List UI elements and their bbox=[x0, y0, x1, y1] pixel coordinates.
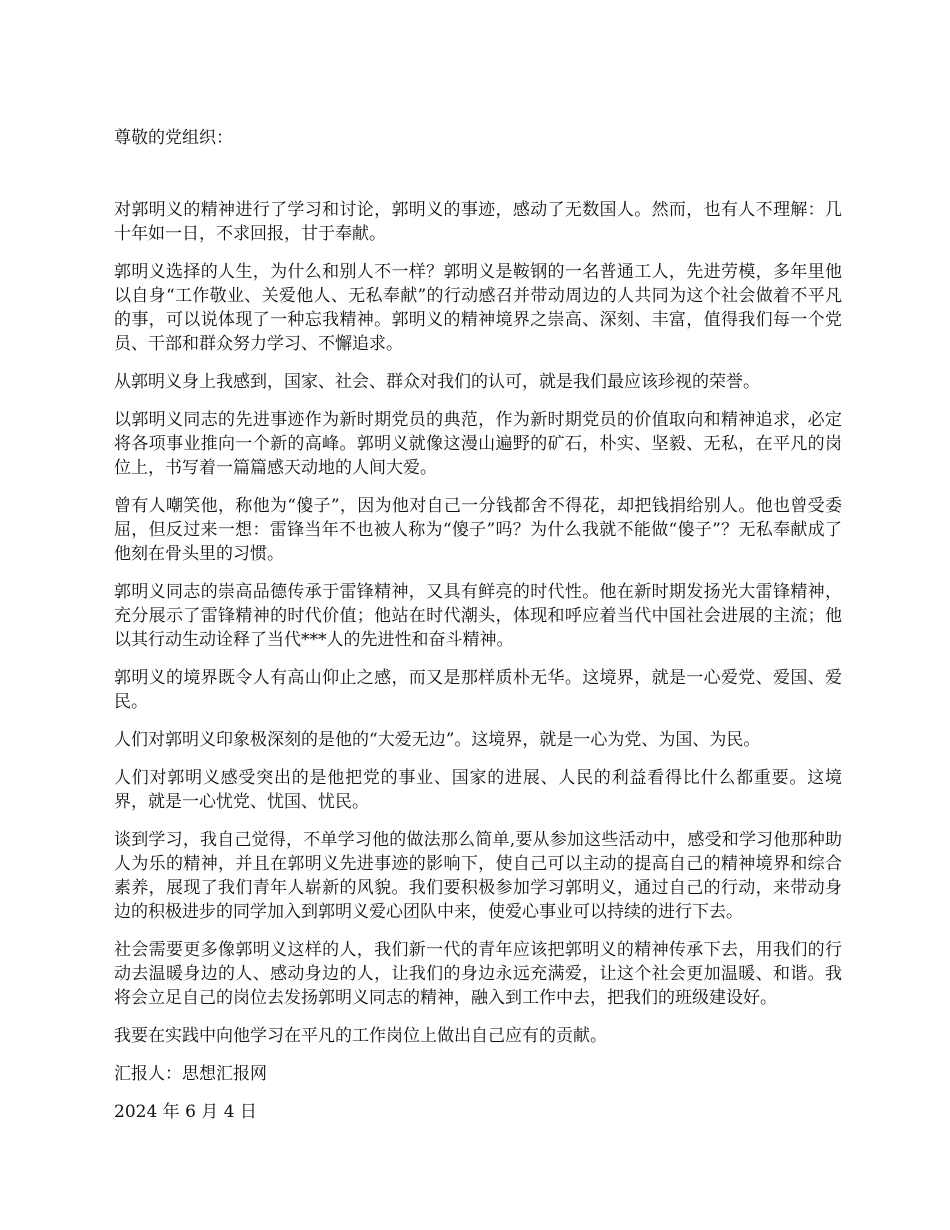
date-line: 2024 年 6 月 4 日 bbox=[114, 1102, 257, 1122]
paragraph-6: 郭明义同志的崇高品德传承于雷锋精神，又具有鲜亮的时代性。他在新时期发扬光大雷锋精神，充分展示了雷锋精神的时代价值；他站在时代潮头，体现和呼应着当代中国社会进展的主流；他以其行动生动诠释了当代***人的先进性和奋斗精神。 bbox=[114, 582, 842, 650]
paragraph-1: 对郭明义的精神进行了学习和讨论，郭明义的事迹，感动了无数国人。然而，也有人不理解：几十年如一日，不求回报，甘于奉献。 bbox=[114, 200, 842, 244]
paragraph-2: 郭明义选择的人生，为什么和别人不一样？郭明义是鞍钢的一名普通工人，先进劳模，多年里他以自身“工作敬业、关爱他人、无私奉献”的行动感召并带动周边的人共同为这个社会做着不平凡的事，可以说体现了一种忘我精神。郭明义的精神境界之崇高、深刻、丰富，值得我们每一个党员、干部和群众努力学习、不懈追求。 bbox=[114, 262, 842, 354]
paragraph-5: 曾有人嘲笑他，称他为“傻子”，因为他对自己一分钱都舍不得花，却把钱捐给别人。他也曾受委屈，但反过来一想：雷锋当年不也被人称为“傻子”吗？为什么我就不能做“傻子”？无私奉献成了他刻在骨头里的习惯。 bbox=[114, 496, 842, 564]
reporter-line: 汇报人：思想汇报网 bbox=[114, 1064, 267, 1084]
paragraph-9: 人们对郭明义感受突出的是他把党的事业、国家的进展、人民的利益看得比什么都重要。这境界，就是一心忧党、忧国、忧民。 bbox=[114, 768, 842, 812]
paragraph-10: 谈到学习，我自己觉得，不单学习他的做法那么简单,要从参加这些活动中，感受和学习他那种助人为乐的精神，并且在郭明义先进事迹的影响下，使自己可以主动的提高自己的精神境界和综合素养，展现了我们青年人崭新的风貌。我们要积极参加学习郭明义，通过自己的行动，来带动身边的积极进步的同学加入到郭明义爱心团队中来，使爱心事业可以持续的进行下去。 bbox=[114, 830, 842, 922]
paragraph-3: 从郭明义身上我感到，国家、社会、群众对我们的认可，就是我们最应该珍视的荣誉。 bbox=[114, 372, 760, 392]
paragraph-11: 社会需要更多像郭明义这样的人，我们新一代的青年应该把郭明义的精神传承下去，用我们的行动去温暖身边的人、感动身边的人，让我们的身边永远充满爱，让这个社会更加温暖、和谐。我将会立足自己的岗位去发扬郭明义同志的精神，融入到工作中去，把我们的班级建设好。 bbox=[114, 940, 842, 1008]
paragraph-4: 以郭明义同志的先进事迹作为新时期党员的典范，作为新时期党员的价值取向和精神追求，必定将各项事业推向一个新的高峰。郭明义就像这漫山遍野的矿石，朴实、坚毅、无私，在平凡的岗位上，书写着一篇篇感天动地的人间大爱。 bbox=[114, 410, 842, 478]
document-body bbox=[114, 198, 842, 1138]
paragraph-7: 郭明义的境界既令人有高山仰止之感，而又是那样质朴无华。这境界，就是一心爱党、爱国、爱民。 bbox=[114, 668, 842, 712]
paragraph-8: 人们对郭明义印象极深刻的是他的“大爱无边”。这境界，就是一心为党、为国、为民。 bbox=[114, 730, 761, 750]
salutation: 尊敬的党组织： bbox=[114, 128, 233, 148]
paragraph-12: 我要在实践中向他学习在平凡的工作岗位上做出自己应有的贡献。 bbox=[114, 1026, 607, 1046]
